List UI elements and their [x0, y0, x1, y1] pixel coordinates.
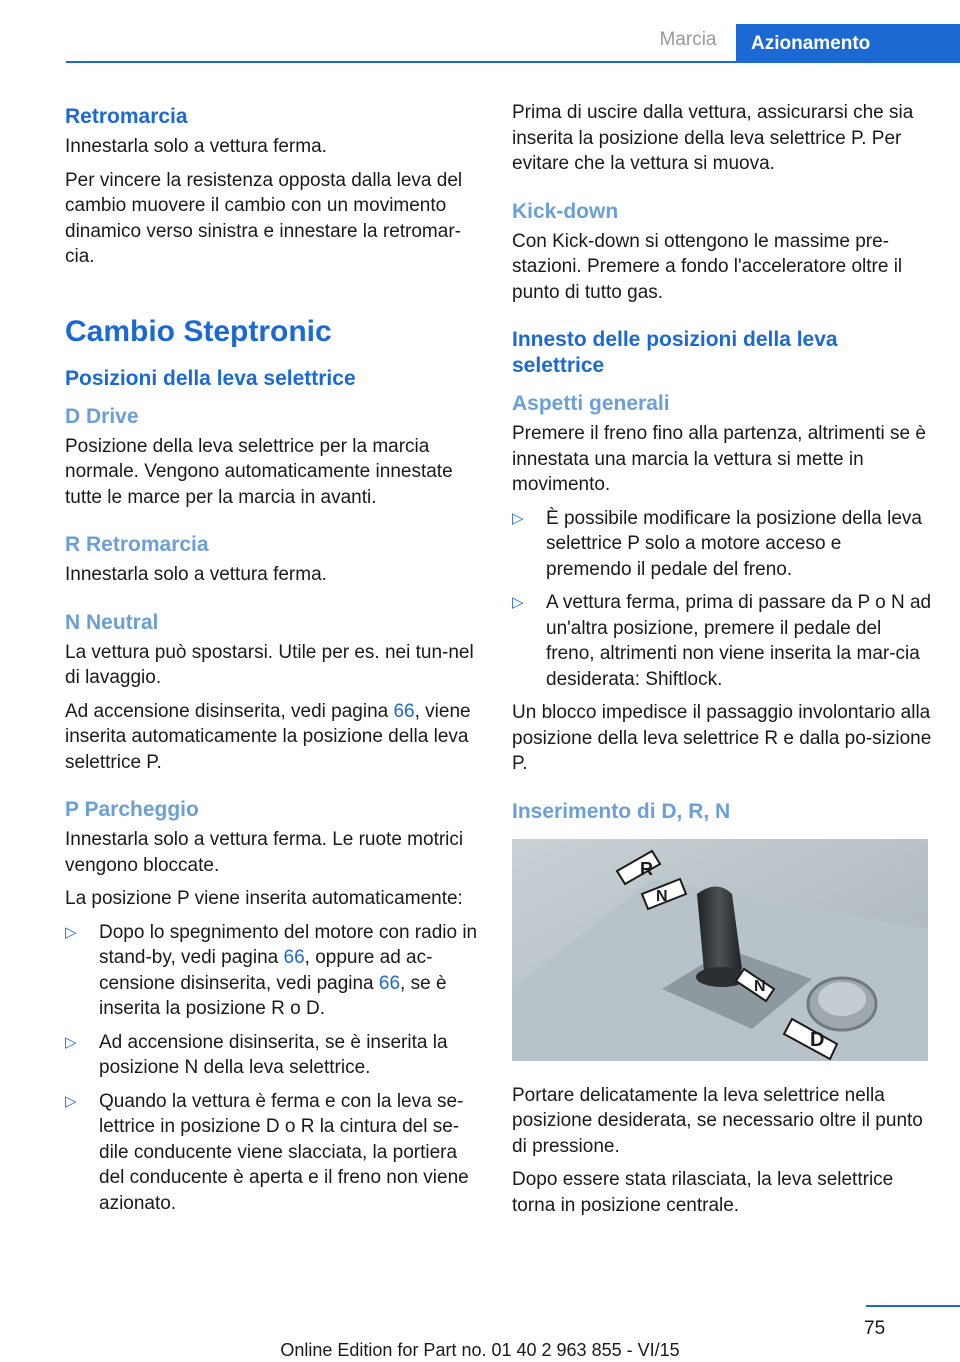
triangle-bullet-icon: ▷: [512, 594, 524, 611]
triangle-bullet-icon: ▷: [65, 1033, 77, 1051]
edition-footer: Online Edition for Part no. 01 40 2 963 855 - VI/15: [280, 1340, 680, 1360]
arrow-r-label: R: [640, 858, 653, 879]
arrow-n-upper-label: N: [656, 887, 668, 905]
gear-selector-photo: [512, 839, 928, 1061]
aspetti-bullet-list: [512, 506, 932, 693]
reverse-heading: R Retromarcia: [65, 533, 209, 556]
park-bullet-list: [65, 920, 483, 1217]
list-item: ▷ Quando la vettura è ferma e con la leva se-lettrice in posizione D o R la cintura del se-dile conducente viene slacciata, la portiera del conducente è aperta e il freno non viene azionato.: [65, 1090, 469, 1214]
blocco-text: Un blocco impedisce il passaggio involontario alla posizione della leva selettrice R e dalla po-sizione P.: [512, 702, 932, 774]
neutral-heading: N Neutral: [65, 610, 159, 634]
neutral-text-2: Ad accensione disinserita, vedi pagina 66, viene inserita automaticamente la posizione della leva selettrice P.: [65, 700, 471, 773]
drive-heading: D Drive: [65, 404, 139, 428]
idrive-controller-top: [818, 982, 866, 1016]
intro-text: Prima di uscire dalla vettura, assicurarsi che sia inserita la posizione della leva selettrice P. Per evitare che la vettura si muova.: [512, 102, 914, 174]
triangle-bullet-icon: ▷: [65, 1092, 77, 1110]
page-link[interactable]: 66: [378, 972, 401, 994]
portare-text: Portare delicatamente la leva selettrice nella posizione desiderata, se necessario oltre il punto di pressione.: [512, 1084, 923, 1157]
left-column: [65, 100, 483, 1224]
retromarcia-text-1: Innestarla solo a vettura ferma.: [65, 136, 327, 157]
aspetti-text: Premere il freno fino alla partenza, altrimenti se è innestata una marcia la vettura si mette in movimento.: [512, 423, 926, 495]
triangle-bullet-icon: ▷: [65, 923, 77, 941]
kickdown-text: Con Kick-down si ottengono le massime pre-stazioni. Premere a fondo l'acceleratore oltre il punto di tutto gas.: [512, 230, 903, 303]
page-link[interactable]: 66: [283, 947, 305, 968]
section-heading-posizioni: Posizioni della leva selettrice: [65, 366, 356, 390]
list-item: ▷ Ad accensione disinserita, se è inserita la posizione N della leva selettrice.: [65, 1031, 448, 1078]
header-chapter-tab[interactable]: Azionamento: [736, 24, 960, 63]
park-text-1: Innestarla solo a vettura ferma. Le ruote motrici vengono bloccate.: [65, 829, 464, 876]
drive-text: Posizione della leva selettrice per la marcia normale. Vengono automaticamente innestate tutte le marce per la marcia in avanti.: [65, 435, 453, 508]
reverse-text: Innestarla solo a vettura ferma.: [65, 564, 327, 585]
page-title: Cambio Steptronic: [65, 314, 332, 348]
kickdown-heading: Kick-down: [512, 199, 619, 223]
list-item: ▷ Dopo lo spegnimento del motore con radio in stand-by, vedi pagina 66, oppure ad ac-censione disinserita, vedi pagina 66, se è inserita la posizione R o D.: [65, 921, 478, 1019]
dopo-text: Dopo essere stata rilasciata, la leva selettrice torna in posizione centrale.: [512, 1169, 894, 1216]
neutral-text-1: La vettura può spostarsi. Utile per es. nei tun-nel di lavaggio.: [65, 641, 474, 688]
page-link[interactable]: 66: [393, 700, 415, 722]
section-heading-innesto: Innesto delle posizioni della leva selettrice: [512, 328, 838, 377]
park-heading: P Parcheggio: [65, 798, 199, 821]
inserimento-heading: Inserimento di D, R, N: [512, 799, 731, 823]
header-section-tab[interactable]: Marcia: [659, 29, 717, 50]
retromarcia-text-2: Per vincere la resistenza opposta dalla leva del cambio muovere il cambio con un movimento dinamico verso sinistra e innestare la retromar-cia.: [65, 169, 463, 267]
arrow-d-label: D: [810, 1028, 825, 1051]
right-column: [512, 100, 932, 1226]
page-number: 75: [864, 1318, 886, 1339]
triangle-bullet-icon: ▷: [512, 509, 524, 527]
footer-rule: [866, 1305, 960, 1307]
retromarcia-heading: Retromarcia: [65, 105, 188, 128]
park-text-2: La posizione P viene inserita automaticamente:: [65, 888, 463, 909]
arrow-n-lower-label: N: [754, 977, 766, 995]
aspetti-heading: Aspetti generali: [512, 392, 670, 415]
list-item: ▷ È possibile modificare la posizione della leva selettrice P solo a motore acceso e premendo il pedale del freno.: [512, 507, 922, 580]
list-item: ▷ A vettura ferma, prima di passare da P o N ad un'altra posizione, premere il pedale del freno, altrimenti non viene inserita la mar-cia desiderata: Shiftlock.: [512, 592, 932, 690]
